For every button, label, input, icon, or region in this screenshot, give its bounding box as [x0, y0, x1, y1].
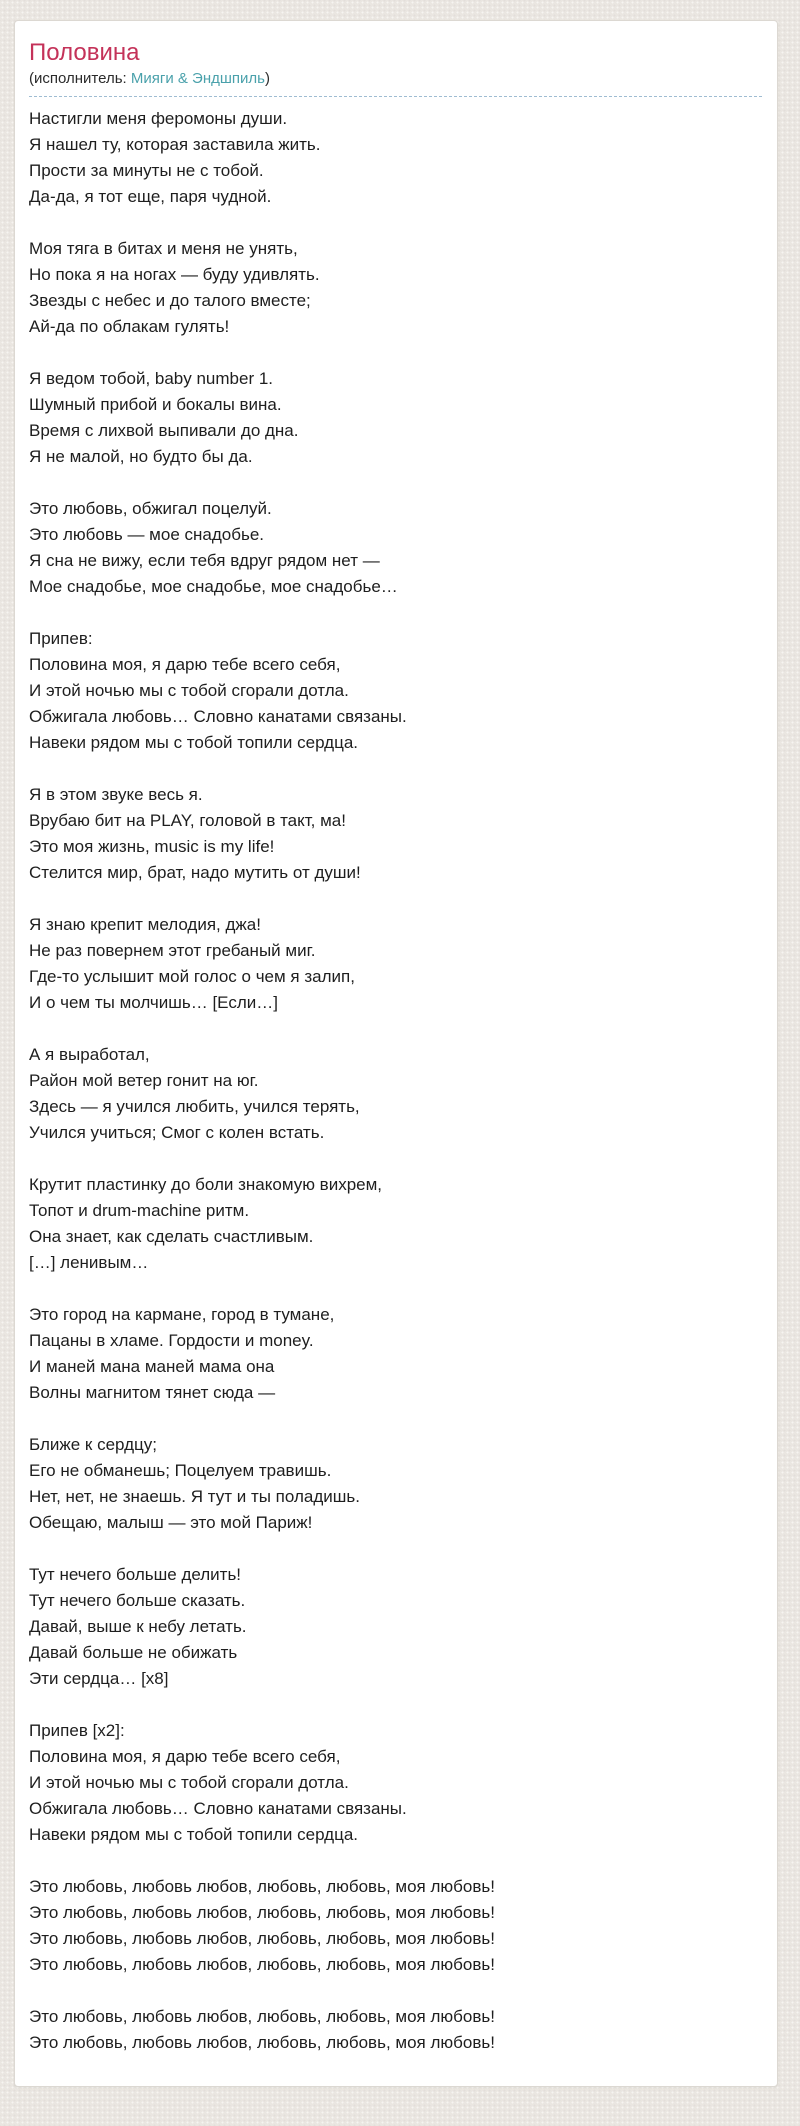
- lyrics-card: [14, 20, 778, 2087]
- lyrics-line: Это моя жизнь, music is my life!: [29, 837, 275, 856]
- artist-line: [29, 68, 762, 97]
- lyrics-line: Тут нечего больше сказать.: [29, 1591, 246, 1610]
- lyrics-stanza: [29, 1172, 762, 1276]
- lyrics-line: Стелится мир, брат, надо мутить от души!: [29, 863, 361, 882]
- lyrics-line: Учился учиться; Смог с колен встать.: [29, 1123, 325, 1142]
- lyrics-line: Не раз повернем этот гребаный миг.: [29, 941, 316, 960]
- lyrics-line: Ай-да по облакам гулять!: [29, 317, 230, 336]
- lyrics-line: Моя тяга в битах и меня не унять,: [29, 239, 298, 258]
- lyrics-line: Давай больше не обижать: [29, 1643, 238, 1662]
- lyrics-line: Я в этом звуке весь я.: [29, 785, 203, 804]
- lyrics-line: […] ленивым…: [29, 1253, 149, 1272]
- lyrics-line: Да-да, я тот еще, паря чудной.: [29, 187, 272, 206]
- lyrics-line: Половина моя, я дарю тебе всего себя,: [29, 655, 341, 674]
- lyrics-line: Это любовь, любовь любов, любовь, любовь, моя любовь!: [29, 1903, 495, 1922]
- lyrics-stanza: [29, 1718, 762, 1848]
- lyrics-line: Навеки рядом мы с тобой топили сердца.: [29, 1825, 358, 1844]
- lyrics-line: И о чем ты молчишь… [Если…]: [29, 993, 278, 1012]
- lyrics-stanza: [29, 2004, 762, 2056]
- lyrics-stanza: [29, 1874, 762, 1978]
- lyrics-line: Припев [x2]:: [29, 1721, 125, 1740]
- lyrics-line: Я ведом тобой, baby number 1.: [29, 369, 274, 388]
- lyrics-line: Это любовь, любовь любов, любовь, любовь, моя любовь!: [29, 2033, 495, 2052]
- lyrics-line: Тут нечего больше делить!: [29, 1565, 242, 1584]
- lyrics-line: Я не малой, но будто бы да.: [29, 447, 253, 466]
- lyrics-line: Врубаю бит на PLAY, головой в такт, ма!: [29, 811, 346, 830]
- lyrics-line: Это любовь, любовь любов, любовь, любовь, моя любовь!: [29, 1929, 495, 1948]
- lyrics-line: Припев:: [29, 629, 93, 648]
- lyrics-line: Навеки рядом мы с тобой топили сердца.: [29, 733, 358, 752]
- lyrics-line: Обещаю, малыш — это мой Париж!: [29, 1513, 313, 1532]
- lyrics-line: Настигли меня феромоны души.: [29, 109, 288, 128]
- artist-link[interactable]: Мияги & Эндшпиль: [130, 70, 265, 87]
- lyrics-line: И этой ночью мы с тобой сгорали дотла.: [29, 1773, 349, 1792]
- lyrics-stanza: [29, 626, 762, 756]
- lyrics-stanza: [29, 1302, 762, 1406]
- artist-label-prefix: (исполнитель:: [29, 70, 131, 87]
- lyrics-line: Я сна не вижу, если тебя вдруг рядом нет —: [29, 551, 380, 570]
- lyrics-stanza: [29, 236, 762, 340]
- lyrics: [29, 106, 762, 2056]
- lyrics-line: Время с лихвой выпивали до дна.: [29, 421, 299, 440]
- lyrics-line: Обжигала любовь… Словно канатами связаны.: [29, 707, 407, 726]
- lyrics-line: Я нашел ту, которая заставила жить.: [29, 135, 321, 154]
- lyrics-line: Но пока я на ногах — буду удивлять.: [29, 265, 320, 284]
- lyrics-line: Здесь — я учился любить, учился терять,: [29, 1097, 360, 1116]
- lyrics-line: Прости за минуты не с тобой.: [29, 161, 264, 180]
- artist-label-suffix: ): [264, 70, 270, 87]
- lyrics-line: Топот и drum-machine ритм.: [29, 1201, 250, 1220]
- lyrics-line: А я выработал,: [29, 1045, 150, 1064]
- lyrics-line: И маней мана маней мама она: [29, 1357, 275, 1376]
- lyrics-line: Пацаны в хламе. Гордости и money.: [29, 1331, 314, 1350]
- lyrics-line: Крутит пластинку до боли знакомую вихрем,: [29, 1175, 383, 1194]
- lyrics-line: Район мой ветер гонит на юг.: [29, 1071, 259, 1090]
- lyrics-line: Нет, нет, не знаешь. Я тут и ты поладишь.: [29, 1487, 360, 1506]
- lyrics-line: Давай, выше к небу летать.: [29, 1617, 247, 1636]
- lyrics-line: Половина моя, я дарю тебе всего себя,: [29, 1747, 341, 1766]
- song-title: Половина: [29, 39, 140, 66]
- lyrics-line: Она знает, как сделать счастливым.: [29, 1227, 314, 1246]
- lyrics-line: Обжигала любовь… Словно канатами связаны.: [29, 1799, 407, 1818]
- lyrics-line: Шумный прибой и бокалы вина.: [29, 395, 282, 414]
- lyrics-line: Я знаю крепит мелодия, джа!: [29, 915, 261, 934]
- lyrics-stanza: [29, 1562, 762, 1692]
- lyrics-stanza: [29, 912, 762, 1016]
- lyrics-stanza: [29, 1042, 762, 1146]
- lyrics-line: Мое снадобье, мое снадобье, мое снадобье…: [29, 577, 398, 596]
- lyrics-line: Это любовь, любовь любов, любовь, любовь, моя любовь!: [29, 1955, 495, 1974]
- lyrics-stanza: [29, 1432, 762, 1536]
- lyrics-line: Это любовь — мое снадобье.: [29, 525, 264, 544]
- lyrics-line: Это любовь, обжигал поцелуй.: [29, 499, 272, 518]
- lyrics-line: Это любовь, любовь любов, любовь, любовь, моя любовь!: [29, 2007, 495, 2026]
- lyrics-line: Эти сердца… [x8]: [29, 1669, 169, 1688]
- lyrics-stanza: [29, 366, 762, 470]
- lyrics-line: Это любовь, любовь любов, любовь, любовь, моя любовь!: [29, 1877, 495, 1896]
- lyrics-stanza: [29, 496, 762, 600]
- lyrics-line: Где-то услышит мой голос о чем я залип,: [29, 967, 355, 986]
- lyrics-stanza: [29, 106, 762, 210]
- lyrics-line: Его не обманешь; Поцелуем травишь.: [29, 1461, 332, 1480]
- lyrics-stanza: [29, 782, 762, 886]
- lyrics-line: Это город на кармане, город в тумане,: [29, 1305, 335, 1324]
- lyrics-line: Звезды с небес и до талого вместе;: [29, 291, 311, 310]
- lyrics-line: И этой ночью мы с тобой сгорали дотла.: [29, 681, 349, 700]
- lyrics-line: Волны магнитом тянет сюда —: [29, 1383, 276, 1402]
- lyrics-line: Ближе к сердцу;: [29, 1435, 157, 1454]
